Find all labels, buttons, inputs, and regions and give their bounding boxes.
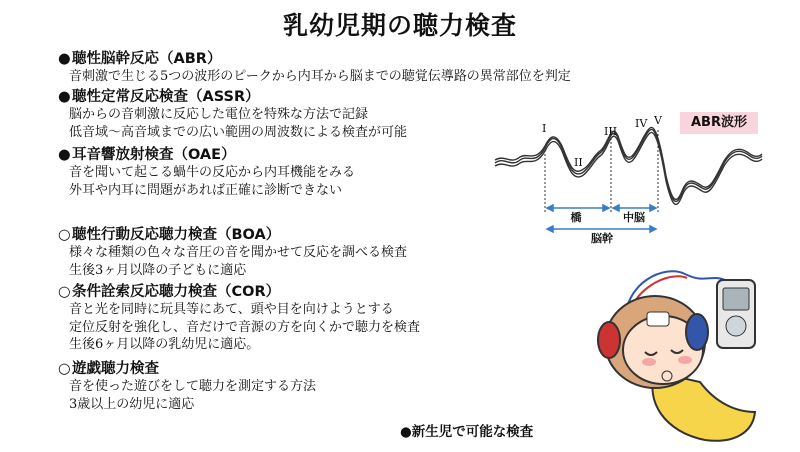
item-desc: 音刺激で生じる5つの波形のピークから内耳から脳までの聴覚伝導路の異常部位を判定 [69,69,571,84]
page-title: 乳幼児期の聴力検査 [282,11,517,40]
legend-newborn-tests: ●新生児で可能な検査 [400,424,534,440]
item-desc: 低音域～高音域までの広い範囲の周波数による検査が可能 [69,124,408,140]
item-boa [58,226,407,279]
abr-waveform-diagram [490,108,765,248]
label-brainstem: 脳幹 [591,232,613,245]
item-abr [58,50,571,86]
item-heading: ●聴性脳幹反応（ABR） [58,51,222,67]
item-desc: 音を聞いて起こる蝸牛の反応から内耳機能をみる [69,165,356,180]
item-heading: ○遊戯聴力検査 [58,361,159,377]
label-bridge: 橋 [570,211,582,224]
item-desc: 生後6ヶ月以降の乳幼児に適応。 [69,337,260,352]
item-heading: ○条件詮索反応聴力検査（COR） [58,284,281,300]
item-cor [58,283,420,354]
item-desc: 様々な種類の色々な音圧の音を聞かせて反応を調べる検査 [69,245,408,260]
peak-label-III: III [604,125,618,138]
item-assr [58,88,407,141]
item-desc: 定位反射を強化し、音だけで音源の方を向くかで聴力を検査 [69,319,421,335]
item-play [58,360,316,413]
baby-hearing-test-illustration [585,262,790,447]
item-oae [58,146,355,199]
peak-label-I: I [542,122,547,135]
item-desc: 音を使った遊びをして聴力を測定する方法 [69,379,317,394]
label-midbrain: 中脳 [623,211,645,224]
item-heading: ●聴性定常反応検査（ASSR） [58,89,260,105]
item-desc: 音と光を同時に玩具等にあて、頭や目を向けようとする [69,302,394,317]
item-desc: 生後3ヶ月以降の子どもに適応 [69,262,247,278]
item-desc: 3歳以上の幼児に適応 [69,396,195,412]
abr-badge: ABR波形 [680,112,758,134]
peak-label-V: V [654,114,662,127]
abr-waveform [495,127,762,204]
item-heading: ●耳音響放射検査（OAE） [58,147,236,163]
peak-label-IV: IV [635,117,648,130]
item-heading: ○聴性行動反応聴力検査（BOA） [58,227,281,243]
item-desc: 外耳や内耳に問題があれば正確に診断できない [69,182,343,198]
peak-label-II: II [574,156,583,169]
item-desc: 脳からの音刺激に反応した電位を特殊な方法で記録 [69,107,369,122]
